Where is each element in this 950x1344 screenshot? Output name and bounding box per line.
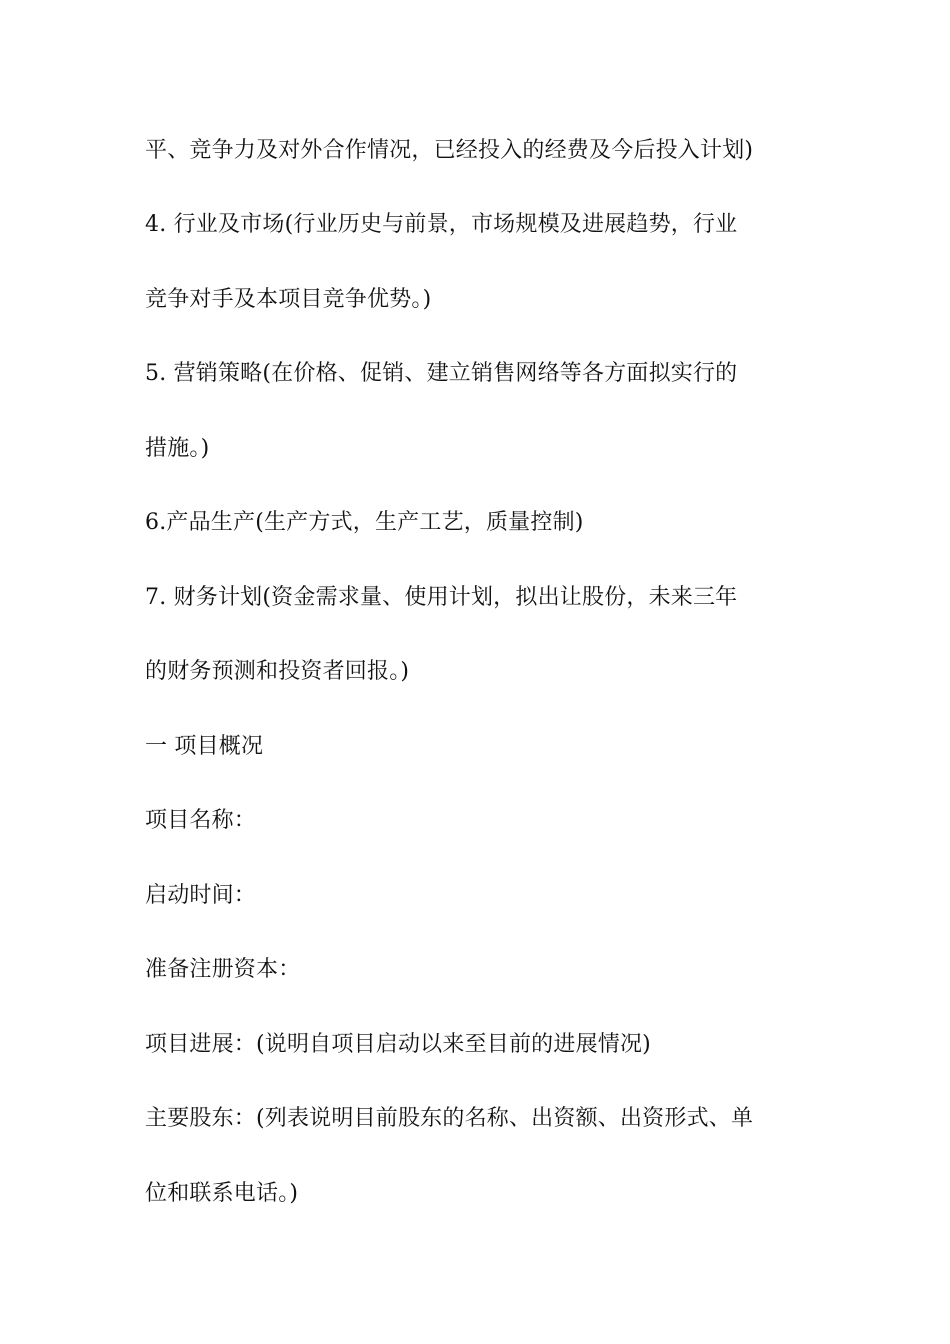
- text-line-marketing-strategy: 5. 营销策略(在价格、促销、建立销售网络等各方面拟实行的: [145, 361, 738, 386]
- text-line-financial-continued: 的财务预测和投资者回报。): [145, 659, 410, 684]
- section-heading-project-overview: 一 项目概况: [145, 734, 264, 759]
- text-line-marketing-continued: 措施。): [145, 436, 210, 461]
- text-line-industry-market: 4. 行业及市场(行业历史与前景，市场规模及进展趋势，行业: [145, 212, 738, 237]
- field-label-start-time: 启动时间：: [145, 883, 257, 908]
- text-line-industry-continued: 竞争对手及本项目竞争优势。): [145, 287, 432, 312]
- text-line-shareholders-continued: 位和联系电话。): [145, 1181, 299, 1206]
- text-line-financial-plan: 7. 财务计划(资金需求量、使用计划，拟出让股份，未来三年: [145, 585, 738, 610]
- text-line-funding-continued: 平、竞争力及对外合作情况，已经投入的经费及今后投入计划): [145, 138, 754, 163]
- field-label-registered-capital: 准备注册资本：: [145, 957, 301, 982]
- text-line-production: 6.产品生产(生产方式，生产工艺，质量控制): [145, 510, 584, 535]
- field-label-project-name: 项目名称：: [145, 808, 257, 833]
- field-label-main-shareholders: 主要股东：(列表说明目前股东的名称、出资额、出资形式、单: [145, 1106, 754, 1131]
- field-label-project-progress: 项目进展：(说明自项目启动以来至目前的进展情况): [145, 1032, 651, 1057]
